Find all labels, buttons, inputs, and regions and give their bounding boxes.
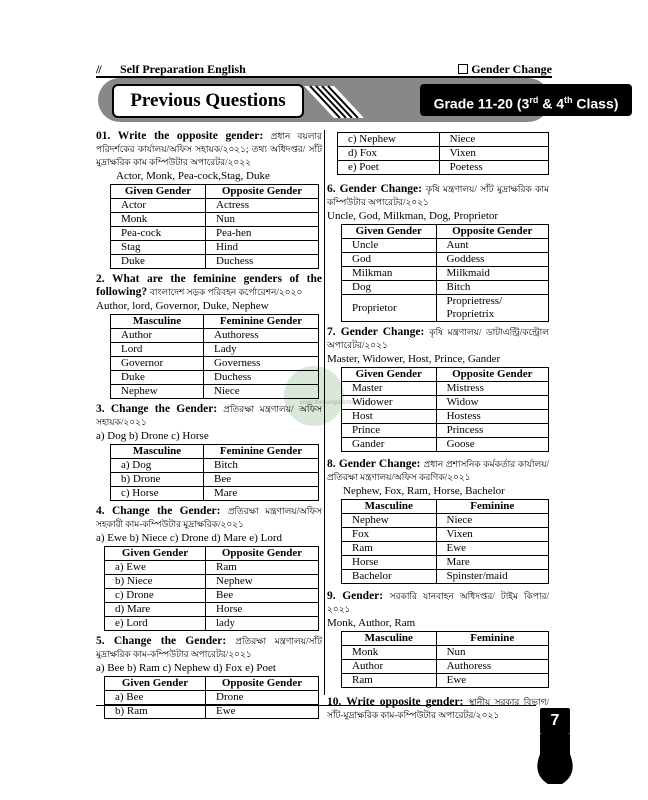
question-heading: 4. Change the Gender: — [96, 505, 221, 517]
table-row — [342, 267, 549, 281]
question-6 — [327, 183, 549, 209]
cell: a) Ewe — [105, 561, 206, 575]
cell: Duke — [111, 255, 206, 269]
table-row — [111, 385, 319, 399]
cell: Ram — [342, 674, 437, 688]
cell: Spinster/maid — [436, 570, 548, 584]
word-list: Uncle, God, Milkman, Dog, Proprietor — [327, 210, 499, 222]
cell: Mistress — [436, 382, 548, 396]
page-number: 7 — [540, 708, 570, 734]
table-header-row — [342, 632, 549, 646]
cell: Ram — [206, 561, 319, 575]
answer-table-9 — [341, 631, 549, 688]
cell: Nephew — [111, 385, 204, 399]
cell: Prince — [342, 424, 437, 438]
cell-line: Proprietrix — [446, 308, 495, 320]
table-row — [111, 459, 319, 473]
question-source: স্থানীয় সরকার বিভাগ/ সাঁট-মুদ্রাক্ষরিক কাম-কম্পিউটার অপারেটর/২০২১ — [327, 697, 550, 720]
word-list: a) Bee b) Ram c) Nephew d) Fox e) Poet — [96, 662, 276, 674]
cell: Mare — [436, 556, 548, 570]
cell: Vixen — [436, 528, 548, 542]
column-header: Masculine — [342, 500, 437, 514]
table-row — [105, 603, 319, 617]
cell: Horse — [206, 603, 319, 617]
question-source: প্রধান বয়লার পরিদর্শকের কার্যালয়/অফিস সহায়ক/২০২১; তথ্য অধিদপ্তর/ সাঁট মুদ্রাক্ষরিক কাম কম্পিউটার অপারেটর/২০২২ — [96, 131, 323, 167]
column-header: Feminine Gender — [204, 315, 319, 329]
answer-table-2 — [110, 314, 319, 399]
answer-table-1 — [110, 184, 319, 269]
cell: Vixen — [439, 147, 548, 161]
cell: Governor — [111, 357, 204, 371]
cell: Actor — [111, 199, 206, 213]
question-heading: 10. Write opposite gender: — [327, 696, 464, 708]
cell — [436, 295, 548, 322]
table-row — [342, 410, 549, 424]
cell: God — [342, 253, 437, 267]
cell: Poetess — [439, 161, 548, 175]
table-row — [342, 396, 549, 410]
cell: d) Mare — [105, 603, 206, 617]
cell: b) Drone — [111, 473, 204, 487]
table-row — [111, 371, 319, 385]
column-header: Given Gender — [105, 677, 206, 691]
cell: Author — [111, 329, 204, 343]
checkbox-icon — [458, 64, 468, 74]
cell: Hind — [206, 241, 319, 255]
column-header: Feminine — [436, 500, 548, 514]
cell: Milkman — [342, 267, 437, 281]
word-list: Author, lord, Governor, Duke, Nephew — [96, 300, 269, 312]
question-source: কৃষি মন্ত্রণালয়/ সাঁট মুদ্রাক্ষরিক কাম কম্পিউটার অপারেটর/২০২১ — [327, 184, 550, 207]
table-header-row — [342, 500, 549, 514]
cell: c) Nephew — [338, 133, 440, 147]
cell: Lady — [204, 343, 319, 357]
cell: Nun — [436, 646, 548, 660]
chapter-topic — [458, 62, 552, 77]
table-row — [342, 281, 549, 295]
table-row — [342, 239, 549, 253]
cell: Lord — [111, 343, 204, 357]
cell: Master — [342, 382, 437, 396]
table-header-row — [342, 225, 549, 239]
word-list: a) Ewe b) Niece c) Drone d) Mare e) Lord — [96, 532, 282, 544]
column-header: Given Gender — [111, 185, 206, 199]
cell: Authoress — [436, 660, 548, 674]
question-3 — [96, 403, 322, 429]
cell: Niece — [439, 133, 548, 147]
table-row — [111, 199, 319, 213]
cell: Uncle — [342, 239, 437, 253]
table-header-row — [111, 445, 319, 459]
cell: a) Dog — [111, 459, 204, 473]
table-row — [338, 147, 549, 161]
cell: Pea-cock — [111, 227, 206, 241]
cell: b) Ram — [105, 705, 206, 719]
cell: Nun — [206, 213, 319, 227]
cell: lady — [206, 617, 319, 631]
cell: Ewe — [436, 542, 548, 556]
question-source: প্রতিরক্ষা মন্ত্রণালয়/সাঁট মুদ্রাক্ষরিক কাম-কম্পিউটার অপারেটর/২০২১ — [96, 636, 322, 659]
cell: Monk — [111, 213, 206, 227]
column-header: Given Gender — [342, 368, 437, 382]
question-4 — [96, 505, 322, 531]
table-row — [342, 424, 549, 438]
cell: Hostess — [436, 410, 548, 424]
question-8 — [327, 458, 549, 484]
cell: Horse — [342, 556, 437, 570]
cell: Ewe — [206, 705, 319, 719]
cell: Authoress — [204, 329, 319, 343]
table-header-row — [105, 677, 319, 691]
table-row — [342, 660, 549, 674]
table-row — [105, 617, 319, 631]
column-header: Masculine — [111, 445, 204, 459]
table-row — [105, 561, 319, 575]
column-header: Opposite Gender — [206, 185, 319, 199]
question-9 — [327, 590, 549, 616]
answer-table-5-continued — [337, 132, 549, 175]
cell: Drone — [206, 691, 319, 705]
cell: Aunt — [436, 239, 548, 253]
table-row — [105, 691, 319, 705]
stripes-decoration — [304, 82, 364, 118]
question-heading: 3. Change the Gender: — [96, 403, 218, 415]
column-header: Opposite Gender — [436, 368, 548, 382]
table-header-row — [111, 315, 319, 329]
cell: Gander — [342, 438, 437, 452]
table-row — [342, 570, 549, 584]
cell: Bitch — [204, 459, 319, 473]
cell: a) Bee — [105, 691, 206, 705]
table-row — [111, 213, 319, 227]
table-header-row — [105, 547, 319, 561]
cell: Duke — [111, 371, 204, 385]
table-row — [342, 438, 549, 452]
cell: b) Niece — [105, 575, 206, 589]
table-row — [111, 227, 319, 241]
question-heading: 8. Gender Change: — [327, 458, 421, 470]
table-row — [342, 528, 549, 542]
column-header: Feminine Gender — [204, 445, 319, 459]
cell: Host — [342, 410, 437, 424]
section-title: Previous Questions — [112, 84, 304, 118]
question-5 — [96, 635, 322, 661]
answer-table-3 — [110, 444, 319, 501]
cell: Bitch — [436, 281, 548, 295]
cell: e) Lord — [105, 617, 206, 631]
question-heading: 7. Gender Change: — [327, 326, 425, 338]
cell: Ewe — [436, 674, 548, 688]
column-header: Opposite Gender — [206, 547, 319, 561]
table-row — [342, 646, 549, 660]
column-header: Given Gender — [105, 547, 206, 561]
cell: Bachelor — [342, 570, 437, 584]
cell: Nephew — [342, 514, 437, 528]
cell: Monk — [342, 646, 437, 660]
column-header: Masculine — [111, 315, 204, 329]
left-column — [96, 130, 322, 723]
table-row — [342, 295, 549, 322]
column-header: Given Gender — [342, 225, 437, 239]
table-row — [111, 473, 319, 487]
table-row — [111, 255, 319, 269]
question-heading: 2. What are the feminine genders of the following? — [96, 273, 322, 298]
answer-table-6 — [341, 224, 549, 322]
cell: Duchess — [204, 371, 319, 385]
question-heading: 6. Gender Change: — [327, 183, 422, 195]
cell: c) Horse — [111, 487, 204, 501]
table-row — [111, 241, 319, 255]
table-row — [105, 589, 319, 603]
table-row — [111, 329, 319, 343]
question-7 — [327, 326, 549, 352]
question-source: প্রতিরক্ষা মন্ত্রণালয়/অফিস সহকারী কাম-কম্পিউটার মুদ্রাক্ষরিক/২০২১ — [96, 506, 322, 529]
right-column — [327, 132, 549, 722]
table-row — [342, 556, 549, 570]
cell: Dog — [342, 281, 437, 295]
question-source: সরকারি যানবাহন অধিদপ্তর/ টাইম কিপার/২০২১ — [327, 591, 550, 614]
column-header: Opposite Gender — [436, 225, 548, 239]
cell: Stag — [111, 241, 206, 255]
question-source: বাংলাদেশ সড়ক পরিবহন কর্পোরেশন/২০২০ — [149, 287, 303, 297]
question-2 — [96, 273, 322, 299]
column-header: Feminine — [436, 632, 548, 646]
word-list: Actor, Monk, Pea-cock,Stag, Duke — [116, 170, 270, 182]
question-heading: 9. Gender: — [327, 590, 384, 602]
question-heading: 01. Write the opposite gender: — [96, 130, 264, 142]
cell: Ram — [342, 542, 437, 556]
cell: c) Drone — [105, 589, 206, 603]
column-header: Masculine — [342, 632, 437, 646]
cell: Proprietor — [342, 295, 437, 322]
cell-line: Proprietress/ — [446, 295, 503, 307]
cell: Princess — [436, 424, 548, 438]
word-list: Nephew, Fox, Ram, Horse, Bachelor — [343, 485, 505, 497]
column-divider — [324, 130, 325, 695]
cell: Mare — [204, 487, 319, 501]
cell: Actress — [206, 199, 319, 213]
cell: Goddess — [436, 253, 548, 267]
footer-rule — [96, 705, 536, 706]
table-row — [105, 705, 319, 719]
question-source: কৃষি মন্ত্রণালয়/ ডাটাএন্ট্রি/কন্ট্রোল অপারেটর/২০২১ — [327, 327, 549, 350]
table-header-row — [342, 368, 549, 382]
running-header — [96, 62, 552, 76]
chapter-topic-label: Gender Change — [471, 62, 552, 76]
table-row — [105, 575, 319, 589]
cell: Bee — [204, 473, 319, 487]
header-slash-mark: // — [96, 62, 101, 76]
answer-table-5 — [104, 676, 319, 719]
cell: Milkmaid — [436, 267, 548, 281]
cell: Pea-hen — [206, 227, 319, 241]
book-title: Self Preparation English — [120, 62, 246, 76]
cell: e) Poet — [338, 161, 440, 175]
table-row — [338, 133, 549, 147]
cell: Widow — [436, 396, 548, 410]
cell: Widower — [342, 396, 437, 410]
cell: Duchess — [206, 255, 319, 269]
question-source: প্রধান প্রশাসনিক কর্মকর্তার কার্যালয়/ প্রতিরক্ষা মন্ত্রণালয়/অফিস করণিক/২০২১ — [327, 459, 550, 482]
cell: Bee — [206, 589, 319, 603]
table-row — [342, 382, 549, 396]
question-1 — [96, 130, 322, 169]
question-source: প্রতিরক্ষা মন্ত্রণালয়/ অফিস সহায়ক/২০২১ — [96, 404, 322, 427]
table-row — [338, 161, 549, 175]
cell: Fox — [342, 528, 437, 542]
question-heading: 5. Change the Gender: — [96, 635, 227, 647]
answer-table-7 — [341, 367, 549, 452]
watermark-text: www.thebanglaschool.com — [300, 400, 372, 406]
cell: d) Fox — [338, 147, 440, 161]
cell: Author — [342, 660, 437, 674]
table-row — [342, 674, 549, 688]
page-number-tab-decoration — [532, 734, 578, 784]
cell: Niece — [436, 514, 548, 528]
cell: Governess — [204, 357, 319, 371]
word-list: a) Dog b) Drone c) Horse — [96, 430, 209, 442]
word-list: Monk, Author, Ram — [327, 617, 416, 629]
answer-table-4 — [104, 546, 319, 631]
section-banner — [98, 78, 619, 122]
grade-label: Grade 11-20 (3rd & 4th Class) — [420, 84, 632, 116]
question-10 — [327, 696, 549, 722]
table-row — [111, 487, 319, 501]
cell: Niece — [204, 385, 319, 399]
table-row — [342, 542, 549, 556]
cell: Goose — [436, 438, 548, 452]
table-row — [111, 343, 319, 357]
column-header: Opposite Gender — [206, 677, 319, 691]
word-list: Master, Widower, Host, Prince, Gander — [327, 353, 501, 365]
table-header-row — [111, 185, 319, 199]
cell: Nephew — [206, 575, 319, 589]
table-row — [342, 253, 549, 267]
table-row — [111, 357, 319, 371]
answer-table-8 — [341, 499, 549, 584]
table-row — [342, 514, 549, 528]
